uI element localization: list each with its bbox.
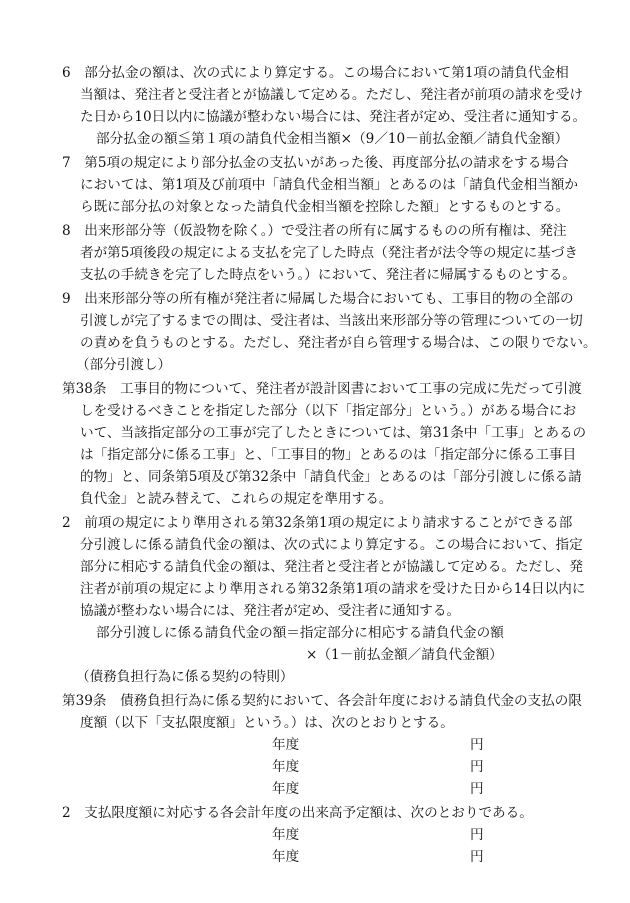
article-38-2-line-2: 分引渡しに係る請負代金の額は、次の式により算定する。この場合において、指定 bbox=[80, 537, 583, 553]
article-38-2-line-1: 2 前項の規定により準用される第32条第1項の規定により請求することができる部 bbox=[62, 515, 573, 531]
clause-9-line-3: の責めを負うものとする。ただし、発注者が自ら管理する場合は、この限りでない。 bbox=[80, 335, 597, 351]
clause-8-line-1: 8 出来形部分等（仮設物を除く。）で受注者の所有に属するものの所有権は、発注 bbox=[62, 223, 567, 239]
clause-6-line-2: 当額は、発注者と受注者とが協議して定める。ただし、発注者が前項の請求を受け bbox=[80, 87, 583, 103]
clause-9-line-2: 引渡しが完了するまでの間は、受注者は、当該出来形部分等の管理についての一切 bbox=[80, 313, 583, 329]
article-38-2-line-3: 部分に相応する請負代金の額は、発注者と受注者とが協議して定める。ただし、発 bbox=[80, 559, 583, 575]
article-38-2-line-4: 注者が前項の規定により準用される第32条第1項の請求を受けた日から14日以内に bbox=[80, 581, 586, 597]
limit-row-2-unit: 円 bbox=[470, 759, 484, 775]
article-38-line-1: 第38条 工事目的物について、発注者が設計図書において工事の完成に先だって引渡 bbox=[62, 381, 582, 397]
output-row-1-unit: 円 bbox=[470, 827, 484, 843]
article-38-line-4: は「指定部分に係る工事」と、「工事目的物」とあるのは「指定部分に係る工事目 bbox=[80, 447, 577, 463]
limit-row-3-year: 年度 bbox=[272, 781, 300, 797]
article-38-line-3: いて、当該指定部分の工事が完了したときについては、第31条中「工事」とあるの bbox=[80, 425, 587, 441]
clause-7-line-1: 7 第5項の規定により部分払金の支払いがあった後、再度部分払の請求をする場合 bbox=[62, 155, 569, 171]
clause-7-line-2: においては、第1項及び前項中「請負代金相当額」とあるのは「請負代金相当額か bbox=[80, 177, 579, 193]
article-38-line-5: 的物」と、同条第5項及び第32条中「請負代金」とあるのは「部分引渡しに係る請 bbox=[80, 469, 582, 485]
limit-row-3-unit: 円 bbox=[470, 781, 484, 797]
formula-partial-delivery-2: ×（1－前払金額／請負代金額） bbox=[306, 647, 503, 663]
clause-6-line-3: た日から10日以内に協議が整わない場合には、発注者が定め、受注者に通知する。 bbox=[80, 109, 587, 125]
article-38-2-line-5: 協議が整わない場合には、発注者が定め、受注者に通知する。 bbox=[80, 603, 461, 619]
clause-8-line-3: 支払の手続きを完了した時点をいう。）において、発注者に帰属するものとする。 bbox=[80, 267, 576, 283]
article-39-line-2: 度額（以下「支払限度額」という。）は、次のとおりとする。 bbox=[80, 715, 454, 731]
article-38-line-2: しを受けるべきことを指定した部分（以下「指定部分」という。）がある場合にお bbox=[80, 403, 577, 419]
article-38-line-6: 負代金」と読み替えて、これらの規定を準用する。 bbox=[80, 491, 393, 507]
formula-partial-delivery-1: 部分引渡しに係る請負代金の額＝指定部分に相応する請負代金の額 bbox=[96, 625, 504, 641]
clause-8-line-2: 者が第5項後段の規定による支払を完了した時点（発注者が法令等の規定に基づき bbox=[80, 245, 579, 261]
clause-6-line-1: 6 部分払金の額は、次の式により算定する。この場合において第1項の請負代金相 bbox=[62, 65, 569, 81]
article-39-line-1: 第39条 債務負担行為に係る契約において、各会計年度における請負代金の支払の限 bbox=[62, 693, 582, 709]
clause-7-line-3: ら既に部分払の対象となった請負代金相当額を控除した額」とするものとする。 bbox=[80, 199, 570, 215]
output-row-2-unit: 円 bbox=[470, 849, 484, 865]
section-heading-debt-burden: （債務負担行為に係る契約の特則） bbox=[76, 669, 294, 685]
formula-partial-payment: 部分払金の額≦第１項の請負代金相当額×（9／10－前払金額／請負代金額） bbox=[96, 131, 569, 147]
limit-row-2-year: 年度 bbox=[272, 759, 300, 775]
output-row-2-year: 年度 bbox=[272, 849, 300, 865]
limit-row-1-unit: 円 bbox=[470, 737, 484, 753]
output-row-1-year: 年度 bbox=[272, 827, 300, 843]
section-heading-partial-delivery: （部分引渡し） bbox=[76, 357, 172, 373]
article-39-2-line-1: 2 支払限度額に対応する各会計年度の出来高予定額は、次のとおりである。 bbox=[62, 805, 533, 821]
limit-row-1-year: 年度 bbox=[272, 737, 300, 753]
clause-9-line-1: 9 出来形部分等の所有権が発注者に帰属した場合においても、工事目的物の全部の bbox=[62, 291, 574, 307]
